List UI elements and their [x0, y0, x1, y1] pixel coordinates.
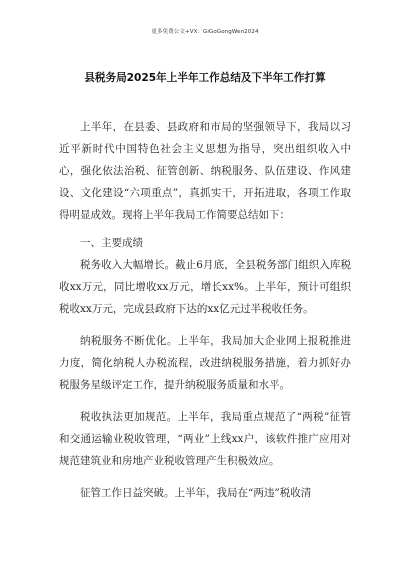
paragraph-tax-enforcement: 税收执法更加规范。上半年，我局重点规范了“两税”征管和交通运输业税收管理，“两业”上线xx户，该软件推广应用对规范建筑业和房地产业税收管理产生积极效应。: [59, 411, 351, 467]
document-title: 县税务局2025年上半年工作总结及下半年工作打算: [84, 72, 326, 84]
paragraph-collection-management: 征管工作日益突破。上半年，我局在“两违”税收清: [80, 487, 312, 499]
intro-paragraph: 上半年，在县委、县政府和市局的坚强领导下，我局以习近平新时代中国特色社会主义思想为指导，突出组织收入中心，强化依法治税、征管创新、纳税服务、队伍建设、作风建设、文化建设“六项重点”，真抓实干，开拓进取，各项工作取得明显成效。现将上半年我局工作简要总结如下：: [59, 121, 351, 221]
paragraph-tax-service: 纳税服务不断优化。上半年，我局加大企业网上报税推进力度，简化纳税人办税流程，改进纳税服务措施，着力抓好办税服务星级评定工作，提升纳税服务质量和水平。: [59, 335, 351, 391]
header-watermark: 更多免费公文+VX：GiGoGongWen2024: [151, 29, 259, 35]
paragraph-tax-revenue: 税务收入大幅增长。截止6月底，全县税务部门组织入库税收xx万元，同比增收xx万元，增长xx%。上半年，预计可组织税收xx万元，完成县政府下达的xx亿元过半税收任务。: [59, 259, 351, 315]
document-body: [59, 116, 351, 504]
section-heading: 一、主要成绩: [80, 237, 143, 249]
